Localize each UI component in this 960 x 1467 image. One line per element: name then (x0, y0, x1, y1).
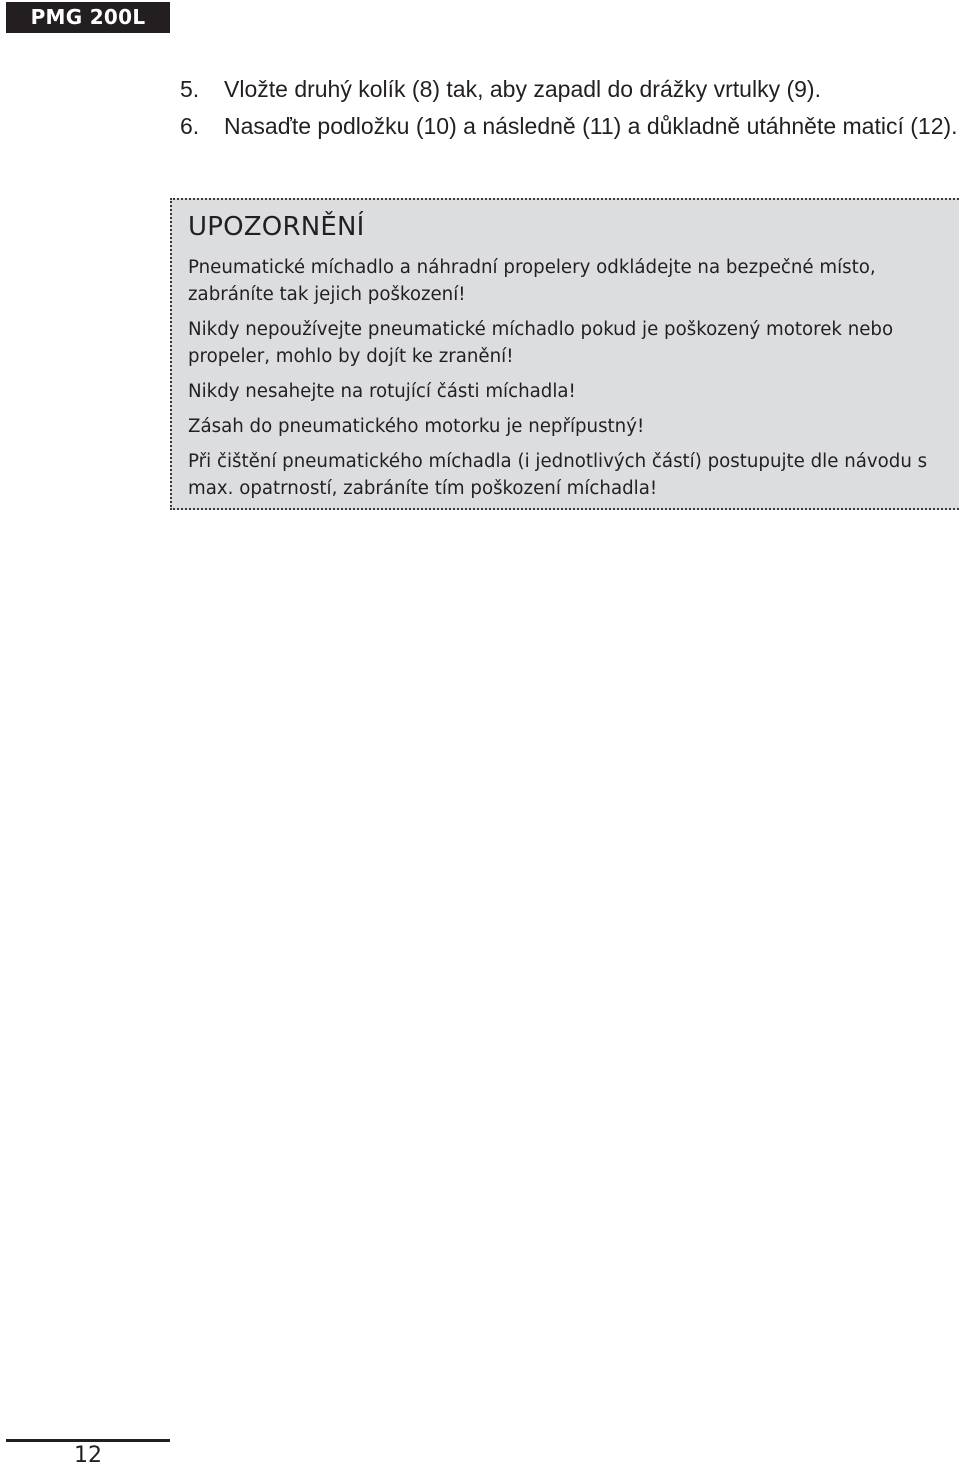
warning-box (170, 198, 959, 510)
step-number: 6. (180, 113, 200, 139)
page-number: 12 (74, 1443, 102, 1467)
step-number: 5. (180, 76, 200, 102)
warning-paragraph: Pneumatické míchadlo a náhradní propelery odkládejte na bezpečné místo, zabráníte tak jejich poškození! (188, 257, 876, 305)
list-item (180, 113, 960, 140)
warning-paragraph: Při čištění pneumatického míchadla (i jednotlivých částí) postupujte dle návodu s max. opatrností, zabráníte tím poškození míchadla! (188, 451, 928, 499)
footer-rule (6, 1439, 170, 1442)
warning-title: UPOZORNĚNÍ (188, 212, 365, 242)
assembly-steps-list (180, 76, 960, 150)
list-item (180, 76, 960, 103)
model-header-tab: PMG 200L (6, 2, 170, 33)
warning-paragraph: Nikdy nesahejte na rotující části míchadla! (188, 381, 576, 402)
step-text: Nasaďte podložku (10) a následně (11) a důkladně utáhněte maticí (12). (224, 113, 958, 139)
warning-paragraph: Nikdy nepoužívejte pneumatické míchadlo pokud je poškozený motorek nebo propeler, mohlo by dojít ke zranění! (188, 319, 894, 367)
step-text: Vložte druhý kolík (8) tak, aby zapadl do drážky vrtulky (9). (224, 76, 821, 102)
warning-paragraph: Zásah do pneumatického motorku je nepřípustný! (188, 416, 645, 437)
